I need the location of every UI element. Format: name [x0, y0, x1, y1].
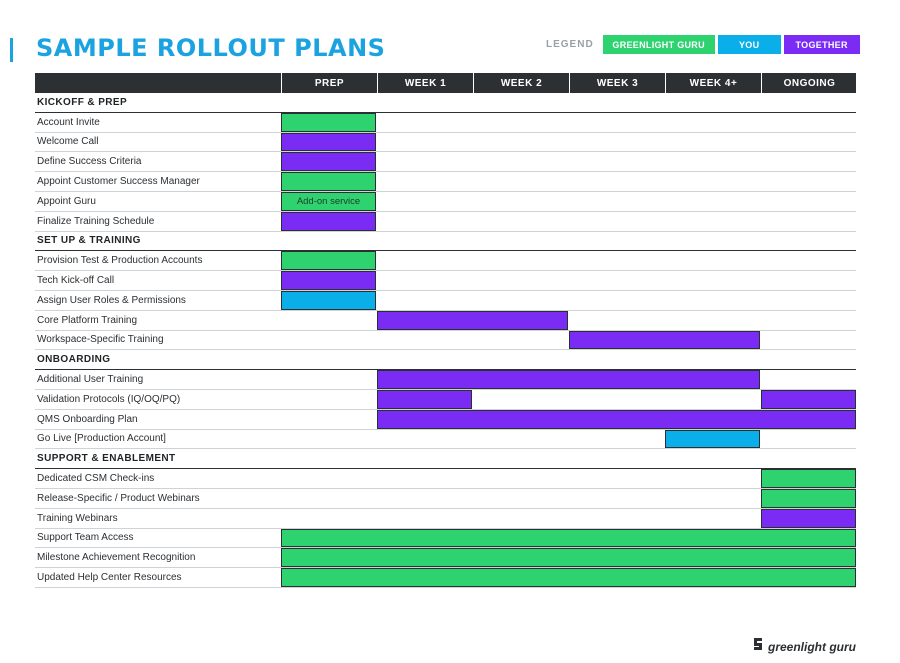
task-label: Go Live [Production Account] [37, 433, 166, 445]
column-header: WEEK 1 [377, 73, 473, 93]
task-label: QMS Onboarding Plan [37, 413, 138, 425]
task-row [35, 291, 856, 311]
timeline-bar-together [761, 390, 856, 409]
timeline-bar-together [377, 370, 760, 389]
legend-item-greenlight: GREENLIGHT GURU [603, 35, 715, 54]
column-header: ONGOING [761, 73, 857, 93]
timeline-bar-together [281, 271, 376, 290]
task-row [35, 390, 856, 410]
task-label: Account Invite [37, 116, 100, 128]
timeline-bar-together [281, 212, 376, 231]
timeline-bar-greenlight [281, 568, 856, 587]
task-label: Dedicated CSM Check-ins [37, 473, 155, 485]
greenlight-guru-logo-icon [752, 636, 764, 657]
task-label: Provision Test & Production Accounts [37, 255, 203, 267]
timeline-bar-greenlight [761, 489, 856, 508]
timeline-bar-greenlight: Add-on service [281, 192, 376, 211]
task-row [35, 271, 856, 291]
timeline-bar-together [761, 509, 856, 528]
section-header-row [35, 350, 856, 370]
task-row [35, 568, 856, 588]
section-header-row [35, 93, 856, 113]
task-row [35, 370, 856, 390]
brand-logo [752, 636, 856, 657]
legend [546, 35, 863, 54]
task-row [35, 152, 856, 172]
column-header: WEEK 2 [473, 73, 569, 93]
timeline-bar-together [281, 133, 376, 152]
timeline-bar-you [665, 430, 760, 449]
rollout-gantt-table [35, 73, 856, 588]
section-label: SET UP & TRAINING [37, 235, 141, 247]
task-row [35, 311, 856, 331]
title-accent-bar [10, 38, 13, 62]
section-header-row [35, 449, 856, 469]
task-label: Additional User Training [37, 374, 144, 386]
task-label: Support Team Access [37, 532, 134, 544]
timeline-bar-together [281, 152, 376, 171]
section-label: ONBOARDING [37, 354, 111, 366]
legend-item-you: YOU [718, 35, 781, 54]
column-header: PREP [281, 73, 377, 93]
column-header: WEEK 4+ [665, 73, 761, 93]
timeline-bar-together [377, 390, 472, 409]
task-label: Assign User Roles & Permissions [37, 294, 186, 306]
task-row [35, 410, 856, 430]
section-header-row [35, 232, 856, 252]
table-body [35, 93, 856, 588]
section-label: KICKOFF & PREP [37, 96, 128, 108]
task-row [35, 430, 856, 450]
task-label: Define Success Criteria [37, 156, 142, 168]
brand-name: greenlight guru [768, 639, 856, 654]
page-title: SAMPLE ROLLOUT PLANS [36, 34, 386, 62]
task-label: Validation Protocols (IQ/OQ/PQ) [37, 393, 181, 405]
timeline-bar-together [377, 410, 856, 429]
legend-label: LEGEND [546, 39, 594, 50]
task-row [35, 548, 856, 568]
timeline-bar-greenlight [281, 548, 856, 567]
task-row [35, 192, 856, 212]
task-row [35, 469, 856, 489]
task-row [35, 172, 856, 192]
task-row [35, 113, 856, 133]
timeline-bar-you [281, 291, 376, 310]
task-row [35, 212, 856, 232]
task-label: Appoint Customer Success Manager [37, 176, 200, 188]
timeline-bar-greenlight [281, 529, 856, 548]
task-row [35, 133, 856, 153]
timeline-bar-greenlight [281, 113, 376, 132]
task-label: Core Platform Training [37, 314, 138, 326]
timeline-bar-together [569, 331, 760, 350]
task-label: Welcome Call [37, 136, 99, 148]
task-label: Release-Specific / Product Webinars [37, 492, 200, 504]
task-row [35, 331, 856, 351]
task-label: Training Webinars [37, 512, 118, 524]
task-row [35, 529, 856, 549]
legend-item-together: TOGETHER [784, 35, 860, 54]
task-label: Milestone Achievement Recognition [37, 552, 196, 564]
task-label: Finalize Training Schedule [37, 215, 155, 227]
timeline-bar-greenlight [281, 251, 376, 270]
task-label: Appoint Guru [37, 195, 96, 207]
task-row [35, 509, 856, 529]
timeline-bar-greenlight [281, 172, 376, 191]
timeline-bar-together [377, 311, 568, 330]
section-label: SUPPORT & ENABLEMENT [37, 453, 176, 465]
task-label: Workspace-Specific Training [37, 334, 164, 346]
table-header-row [35, 73, 856, 93]
task-row [35, 489, 856, 509]
column-header: WEEK 3 [569, 73, 665, 93]
task-label: Tech Kick-off Call [37, 275, 115, 287]
timeline-bar-greenlight [761, 469, 856, 488]
task-label: Updated Help Center Resources [37, 572, 182, 584]
task-row [35, 251, 856, 271]
